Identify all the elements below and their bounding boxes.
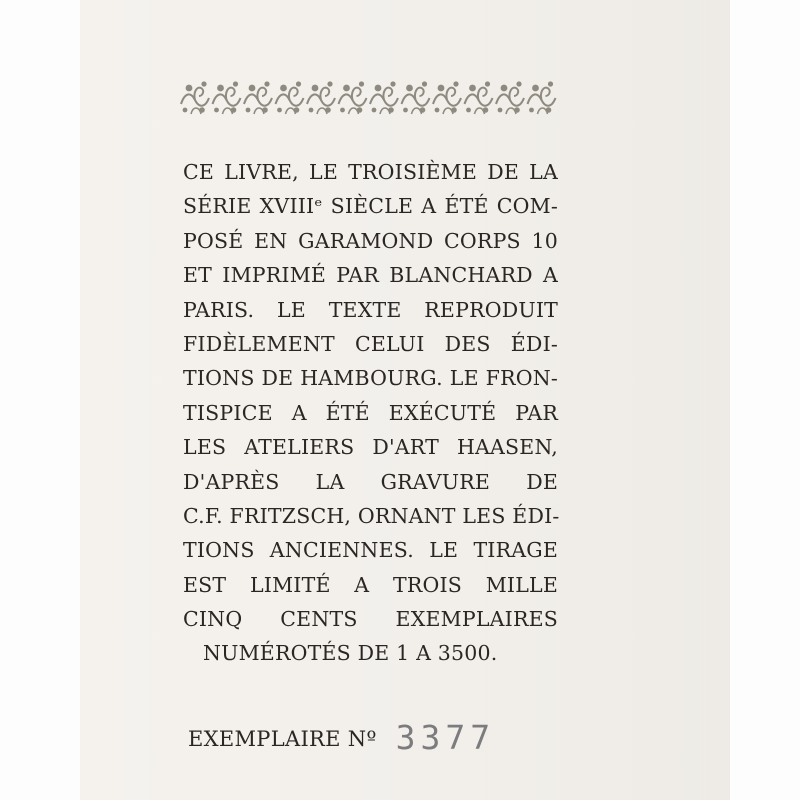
colophon-line: TIONS ANCIENNES. LE TIRAGE — [183, 538, 558, 563]
ornament-motif — [496, 81, 524, 114]
ornament-motif — [307, 81, 335, 114]
ornament-motif — [528, 81, 556, 114]
exemplaire-line — [188, 716, 495, 760]
colophon-line: C.F. FRITZSCH, ORNANT LES ÉDI- — [183, 503, 560, 528]
colophon-line: D'APRÈS LA GRAVURE DE — [183, 469, 558, 494]
ornament-motif — [370, 81, 398, 114]
ornament-motif — [244, 81, 272, 114]
colophon-line: ET IMPRIMÉ PAR BLANCHARD A — [183, 263, 558, 288]
floral-ornament-border — [179, 76, 559, 116]
colophon-line: TIONS DE HAMBOURG. LE FRON- — [183, 366, 558, 391]
colophon-line: POSÉ EN GARAMOND CORPS 10 — [183, 228, 558, 253]
ornament-motif — [276, 81, 304, 114]
colophon-line: FIDÈLEMENT CELUI DES ÉDI- — [183, 331, 558, 356]
colophon-text — [183, 155, 558, 671]
colophon-line: CE LIVRE, LE TROISIÈME DE LA — [183, 160, 558, 184]
colophon-line: PARIS. LE TEXTE REPRODUIT — [183, 297, 558, 322]
ornament-motif — [402, 81, 430, 114]
ornament-motif — [339, 81, 367, 114]
exemplaire-label: EXEMPLAIRE Nº — [188, 727, 377, 751]
ornament-motif — [433, 81, 461, 114]
colophon-line: SÉRIE XVIIIᵉ SIÈCLE A ÉTÉ COM- — [183, 194, 558, 219]
ornament-motif — [465, 81, 493, 114]
colophon-line: CINQ CENTS EXEMPLAIRES — [183, 607, 558, 632]
colophon-line: EST LIMITÉ A TROIS MILLE — [183, 572, 558, 597]
exemplaire-number-stamp: 3377 — [395, 718, 496, 757]
ornament-motif — [181, 81, 209, 114]
ornament-motif — [213, 81, 241, 114]
book-page — [80, 0, 730, 800]
colophon-line: LES ATELIERS D'ART HAASEN, — [183, 435, 558, 460]
colophon-line: TISPICE A ÉTÉ EXÉCUTÉ PAR — [183, 400, 558, 425]
colophon-line: NUMÉROTÉS DE 1 A 3500. — [203, 641, 498, 666]
